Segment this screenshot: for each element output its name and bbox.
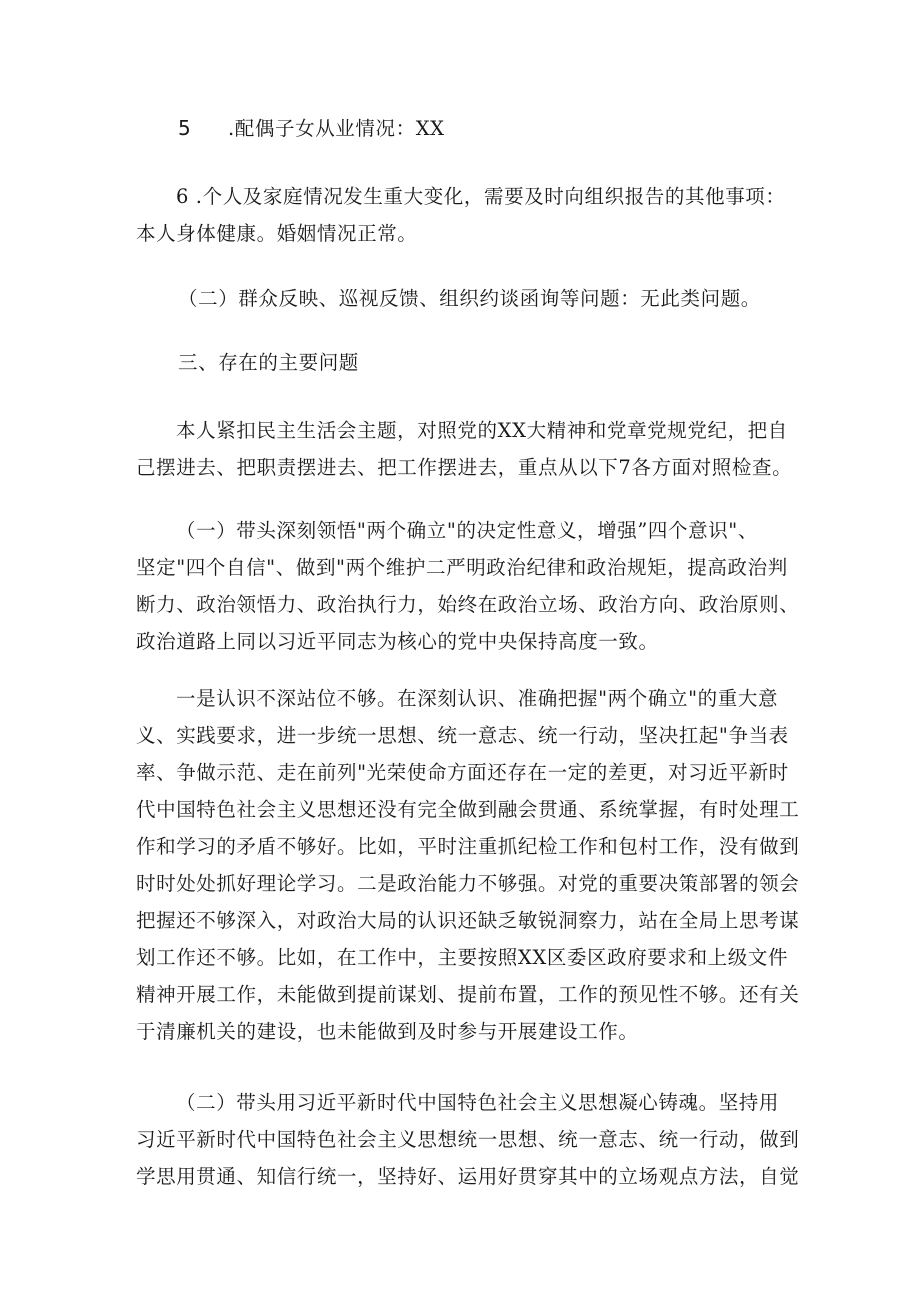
point-2-line-3: 学思用贯通、知信行统一，坚持好、运用好贯穿其中的立场观点方法，自觉 bbox=[136, 1165, 800, 1188]
detail-line-9: 精神开展工作，未能做到提前谋划、提前布置，工作的预见性不够。还有关 bbox=[136, 983, 800, 1006]
item-6-line-2: 本人身体健康。婚姻情况正常。 bbox=[136, 222, 418, 245]
point-1-line-2: 坚定"四个自信"、做到"两个维护二严明政治纪律和政治规矩，提高政治判 bbox=[136, 556, 788, 579]
section-2-subsection-2-text: （二）群众反映、巡视反馈、组织约谈函询等问题：无此类问题。 bbox=[178, 287, 761, 310]
item-5-text: .配偶子女从业情况：XX bbox=[228, 117, 445, 140]
detail-line-1: 一是认识不深站位不够。在深刻认识、准确把握"两个确立"的重大意 bbox=[176, 687, 779, 710]
detail-line-3: 率、争做示范、走在前列"光荣使命方面还存在一定的差更，对习近平新时 bbox=[136, 761, 789, 784]
intro-line-1: 本人紧扣民主生活会主题，对照党的XX大精神和党章党规党纪，把自 bbox=[176, 419, 788, 442]
section-3-intro bbox=[136, 412, 796, 486]
point-2-line-1: （二）带头用习近平新时代中国特色社会主义思想凝心铸魂。坚持用 bbox=[176, 1091, 780, 1114]
item-5-number: 5 bbox=[178, 116, 192, 140]
section-3-heading-text: 三、存在的主要问题 bbox=[178, 351, 359, 374]
item-5-line bbox=[178, 110, 838, 147]
item-5 bbox=[178, 110, 838, 147]
point-1 bbox=[136, 512, 800, 660]
detail-line-4: 代中国特色社会主义思想还没有完全做到融会贯通、系统掌握，有时处理工 bbox=[136, 798, 800, 821]
point-1-line-4: 政治道路上同以习近平同志为核心的党中央保持高度一致。 bbox=[136, 630, 659, 653]
detail-line-8: 划工作还不够。比如，在工作中，主要按照XX区委区政府要求和上级文件 bbox=[136, 946, 789, 969]
point-2-line-2: 习近平新时代中国特色社会主义思想统一思想、统一意志、统一行动，做到 bbox=[136, 1128, 800, 1151]
item-6 bbox=[136, 178, 796, 252]
detail-line-7: 把握还不够深入，对政治大局的认识还缺乏敏锐洞察力，站在全局上思考谋 bbox=[136, 909, 800, 932]
point-1-line-3: 断力、政治领悟力、政治执行力，始终在政治立场、政治方向、政治原则、 bbox=[136, 593, 800, 616]
point-2 bbox=[136, 1084, 800, 1195]
item-6-line-1: 6 .个人及家庭情况发生重大变化，需要及时向组织报告的其他事项： bbox=[176, 185, 786, 208]
section-2-subsection-2 bbox=[178, 280, 838, 317]
point-1-line-1: （一）带头深刻领悟"两个确立"的决定性意义，增强”四个意识"、 bbox=[176, 519, 758, 542]
detail-line-5: 作和学习的矛盾不够好。比如，平时注重抓纪检工作和包村工作，没有做到 bbox=[136, 835, 800, 858]
detail-line-6: 时时处处抓好理论学习。二是政治能力不够强。对党的重要决策部署的领会 bbox=[136, 872, 800, 895]
intro-line-2: 己摆进去、把职责摆进去、把工作摆进去，重点从以下7各方面对照检查。 bbox=[136, 456, 793, 479]
point-1-detail bbox=[136, 680, 800, 1050]
detail-line-2: 义、实践要求，进一步统一思想、统一意志、统一行动，坚决扛起"争当表 bbox=[136, 724, 789, 747]
section-3-heading bbox=[178, 344, 838, 381]
detail-line-10: 于清廉机关的建设，也未能做到及时参与开展建设工作。 bbox=[136, 1020, 639, 1043]
